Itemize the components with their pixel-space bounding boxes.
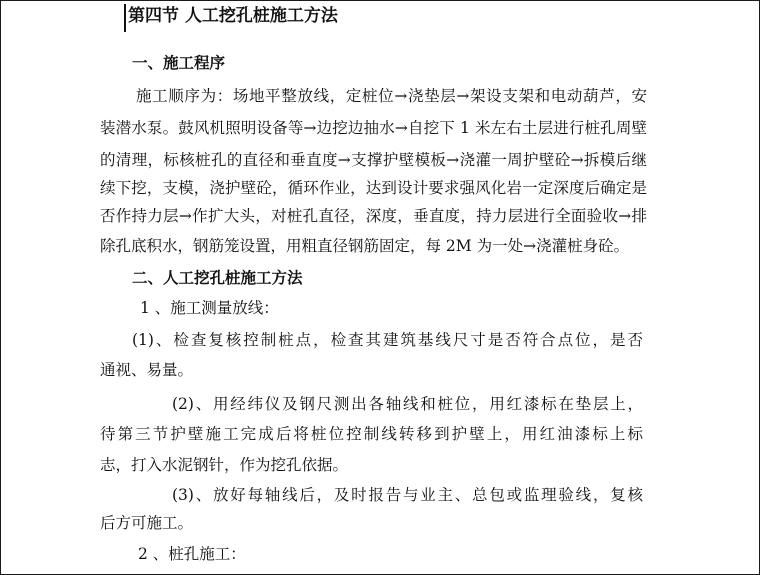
paragraph-line: 否作持力层→作扩大头，对桩孔直径，深度，垂直度，持力层进行全面验收→排 [100,207,647,225]
list-item-line: 通视、易量。 [100,361,194,379]
list-item-line: (2)、用经纬仪及钢尺测出各轴线和桩位，用红漆标在垫层上， [172,395,643,413]
heading-construction-procedure: 一、施工程序 [132,53,226,72]
paragraph-line: 的清理，标核桩孔的直径和垂直度→支撑护壁模板→浇灌一周护壁砼→拆模后继 [100,151,647,169]
list-item-line: 待第三节护壁施工完成后将桩位控制线转移到护壁上，用红油漆标上标 [100,425,643,443]
list-item-line: 后方可施工。 [100,514,194,532]
text-cursor [124,4,126,32]
paragraph-line: 施工顺序为：场地平整放线，定桩位→浇垫层→架设支架和电动葫芦，安 [136,87,647,105]
list-item-line: (3)、放好每轴线后，及时报告与业主、总包或监理验线，复核 [172,486,643,504]
paragraph-line: 装潜水泵。鼓风机照明设备等→边挖边抽水→自挖下 1 米左右土层进行桩孔周壁 [100,119,647,137]
paragraph-line: 除孔底积水，钢筋笼设置，用粗直径钢筋固定，每 2M 为一处→浇灌桩身砼。 [100,237,630,255]
subheading-pile-hole-construction: 2 、桩孔施工： [138,545,246,563]
heading-manual-pile-method: 二、人工挖孔桩施工方法 [132,268,303,287]
paragraph-line: 续下挖，支模，浇护壁砼，循环作业，达到设计要求强风化岩一定深度后确定是 [100,179,647,197]
section-title: 第四节 人工挖孔桩施工方法 [128,6,338,26]
list-item-line: 志，打入水泥钢针，作为挖孔依据。 [100,456,349,474]
subheading-survey-layout: 1 、施工测量放线： [140,299,279,317]
list-item-line: (1)、检查复核控制桩点，检查其建筑基线尺寸是否符合点位，是否 [132,331,643,349]
